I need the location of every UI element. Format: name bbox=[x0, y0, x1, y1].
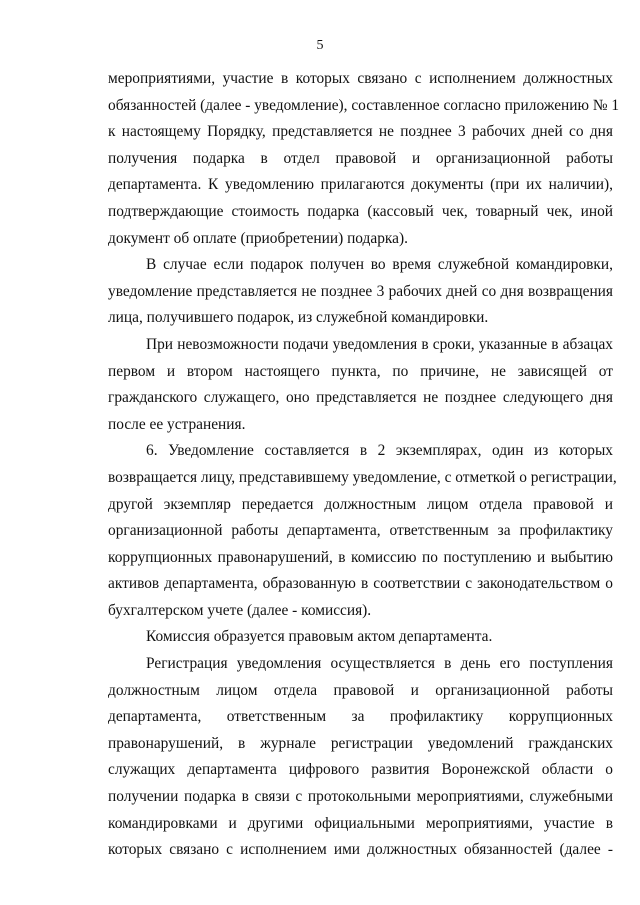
text-line: уведомление представляется не позднее 3 рабочих дней со дня возвращения bbox=[108, 282, 613, 300]
text-line: гражданского служащего, оно представляется не позднее следующего дня bbox=[108, 389, 613, 407]
text-line: служащих департамента цифрового развития Воронежской области о bbox=[108, 761, 613, 779]
text-line: должностным лицом отдела правовой и организационной работы bbox=[108, 681, 613, 699]
text-line: организационной работы департамента, ответственным за профилактику bbox=[108, 522, 613, 540]
text-line: получения подарка в отдел правовой и организационной работы bbox=[108, 149, 613, 167]
text-line: В случае если подарок получен во время служебной командировки, bbox=[146, 256, 613, 274]
text-line: лица, получившего подарок, из служебной командировки. bbox=[108, 309, 489, 327]
text-line: коррупционных правонарушений, в комиссию по поступлению и выбытию bbox=[108, 548, 613, 566]
text-line: первом и втором настоящего пункта, по причине, не зависящей от bbox=[108, 362, 613, 380]
text-line: При невозможности подачи уведомления в сроки, указанные в абзацах bbox=[146, 335, 613, 353]
text-line: правонарушений, в журнале регистрации уведомлений гражданских bbox=[108, 734, 613, 752]
paragraph-impossibility bbox=[108, 332, 613, 438]
text-line: командировками и другими официальными мероприятиями, участие в bbox=[108, 814, 613, 832]
text-line: Комиссия образуется правовым актом департамента. bbox=[146, 628, 493, 646]
text-line: департамента. К уведомлению прилагаются документы (при их наличии), bbox=[108, 176, 613, 194]
text-line: другой экземпляр передается должностным лицом отдела правовой и bbox=[108, 495, 613, 513]
page-number: 5 bbox=[316, 38, 324, 53]
text-line: департамента, ответственным за профилактику коррупционных bbox=[108, 708, 613, 726]
text-line: 6. Уведомление составляется в 2 экземплярах, один из которых bbox=[146, 442, 613, 460]
paragraph-commission bbox=[108, 624, 613, 651]
text-line: обязанностей (далее - уведомление), составленное согласно приложению № 1 bbox=[108, 96, 620, 114]
text-line: бухгалтерском учете (далее - комиссия). bbox=[108, 601, 372, 619]
paragraph-business-trip bbox=[108, 252, 613, 332]
paragraph-notification-submission bbox=[108, 66, 620, 252]
text-line: возвращается лицу, представившему уведомление, с отметкой о регистрации, bbox=[108, 468, 617, 486]
document-body bbox=[108, 66, 620, 864]
text-line: к настоящему Порядку, представляется не позднее 3 рабочих дней со дня bbox=[108, 123, 613, 141]
text-line: документ об оплате (приобретении) подарка). bbox=[108, 229, 408, 247]
paragraph-registration bbox=[108, 651, 613, 864]
text-line: подтверждающие стоимость подарка (кассовый чек, товарный чек, иной bbox=[108, 202, 613, 220]
text-line: Регистрация уведомления осуществляется в день его поступления bbox=[146, 655, 613, 673]
text-line: которых связано с исполнением ими должностных обязанностей (далее - bbox=[108, 841, 613, 859]
text-line: мероприятиями, участие в которых связано с исполнением должностных bbox=[108, 70, 613, 87]
text-line: получении подарка в связи с протокольными мероприятиями, служебными bbox=[108, 788, 613, 806]
paragraph-item-6 bbox=[108, 438, 617, 624]
text-line: после ее устранения. bbox=[108, 415, 246, 433]
text-line: активов департамента, образованную в соответствии с законодательством о bbox=[108, 575, 613, 593]
